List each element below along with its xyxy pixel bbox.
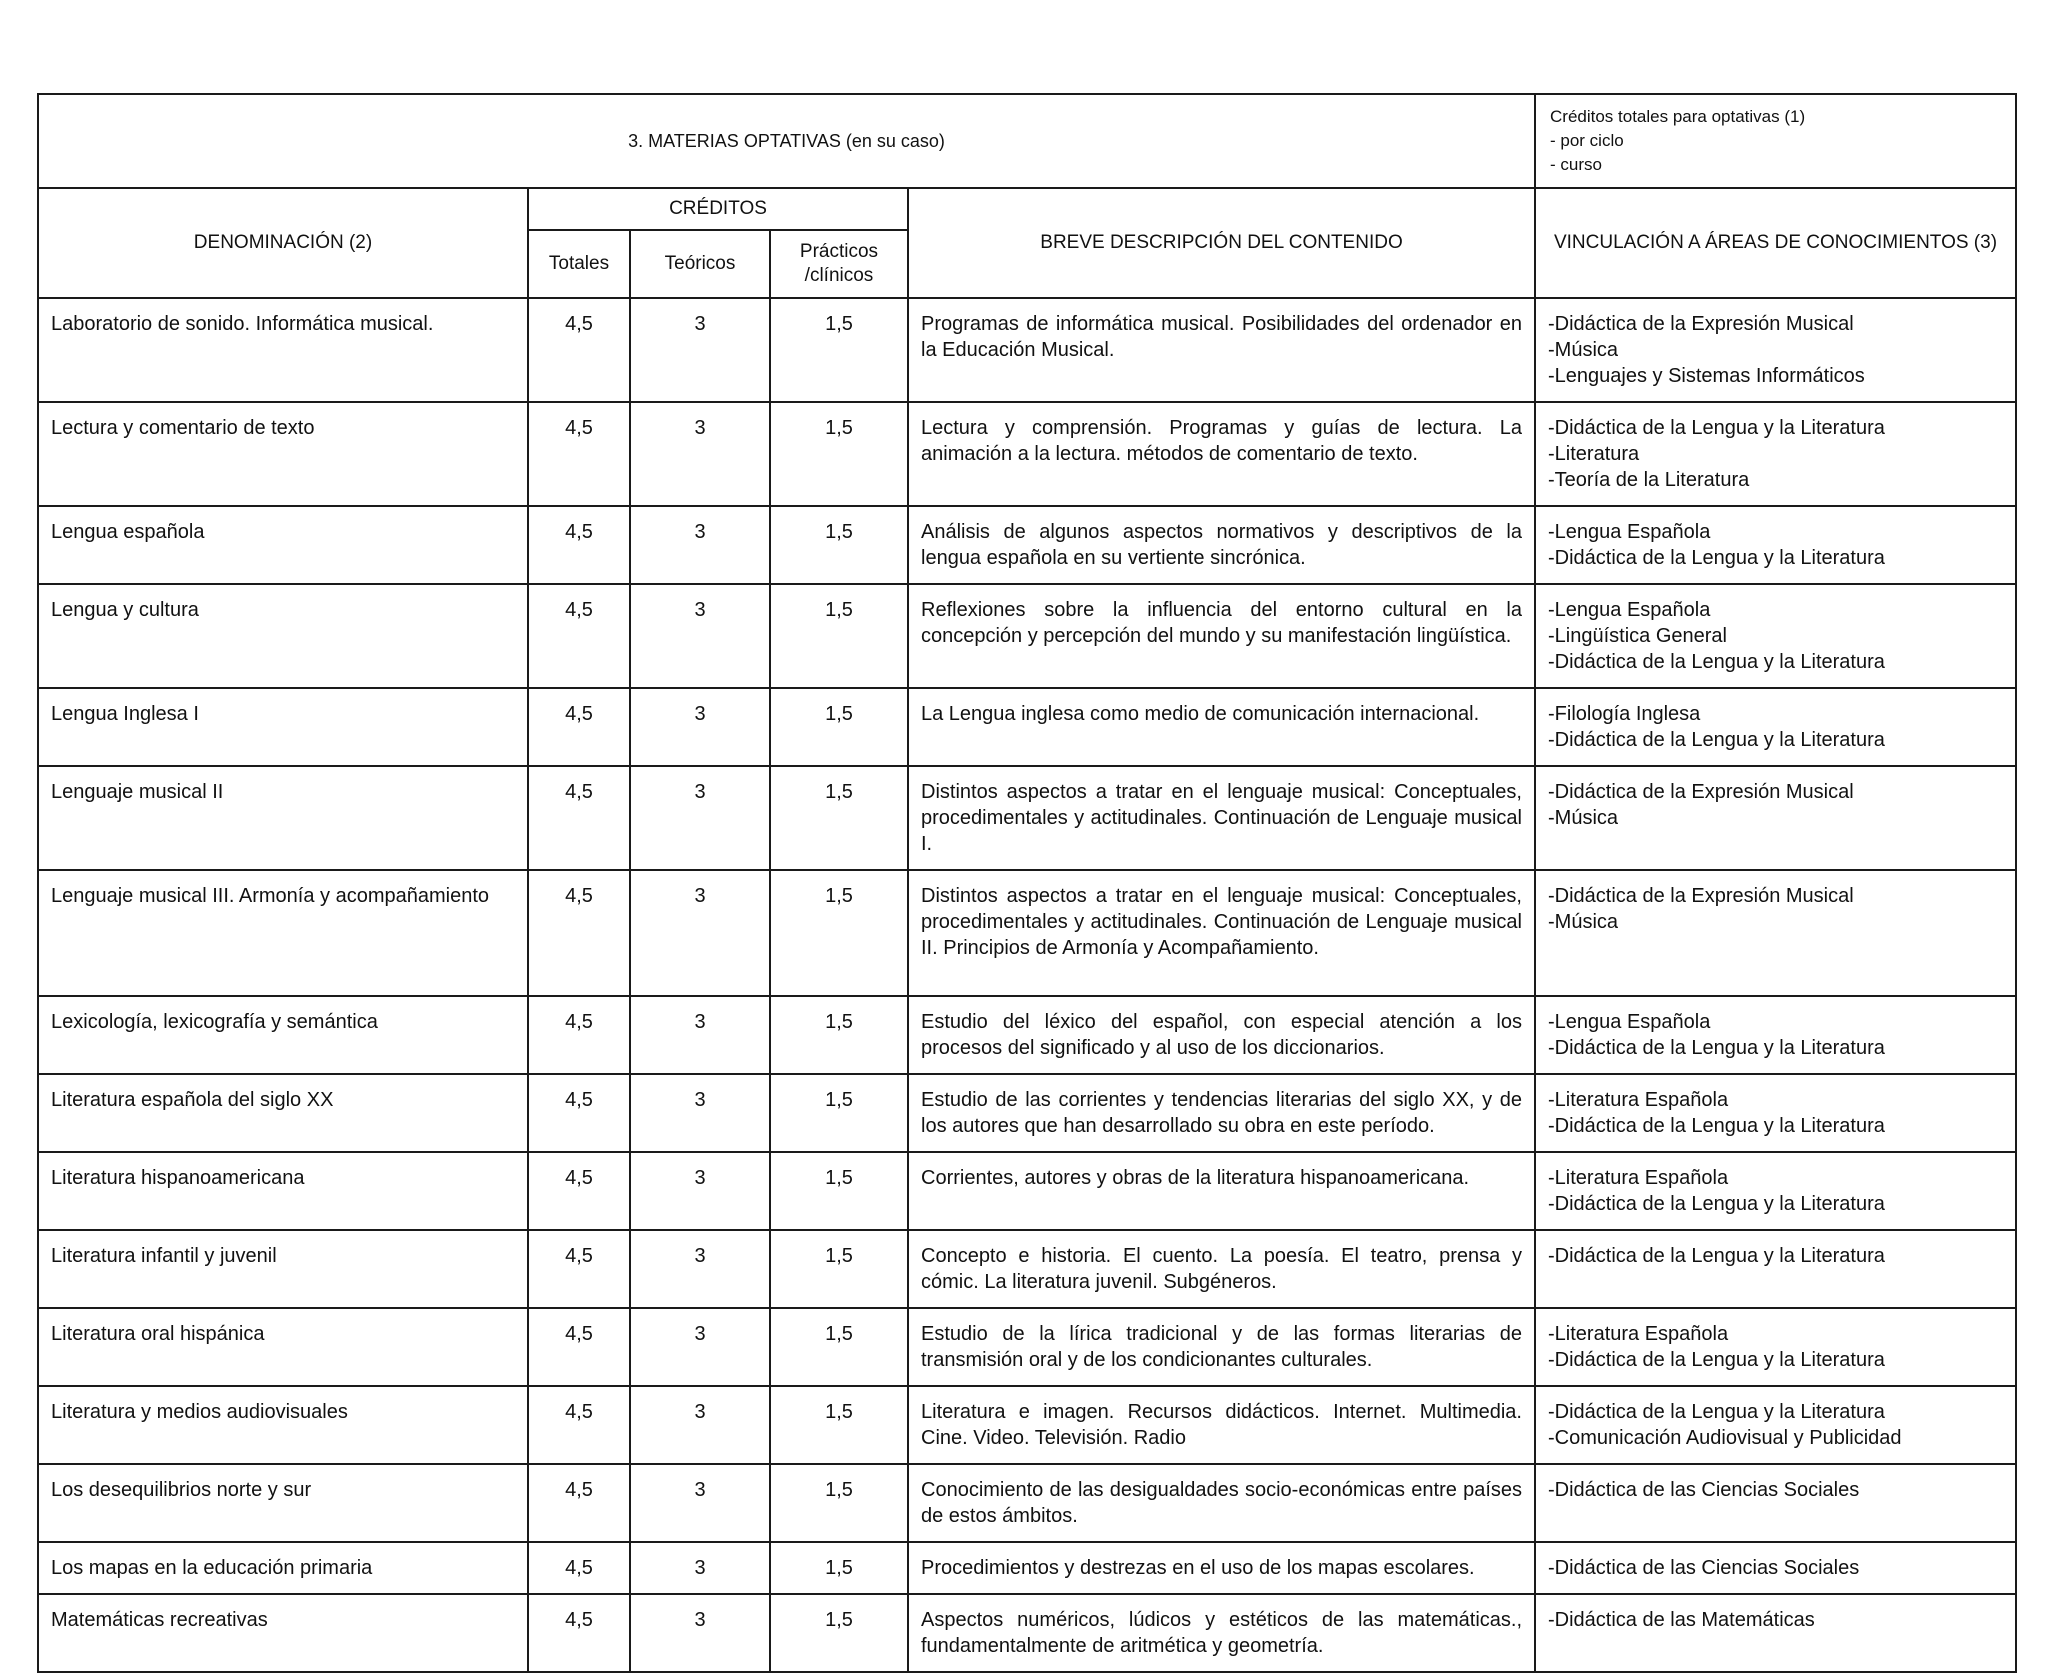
- area-item: -Filología Inglesa: [1548, 703, 1701, 725]
- area-item: -Didáctica de la Lengua y la Literatura: [1548, 651, 1885, 673]
- table-row: [38, 1230, 2016, 1308]
- cell-practicos: 1,5: [770, 766, 908, 870]
- cell-vinculacion: [1535, 688, 2016, 766]
- cell-teoricos: 3: [630, 996, 770, 1074]
- cell-vinculacion: [1535, 1230, 2016, 1308]
- cell-totales: 4,5: [528, 402, 630, 506]
- area-item: -Didáctica de la Expresión Musical: [1548, 313, 1854, 335]
- cell-vinculacion: [1535, 1386, 2016, 1464]
- area-item: -Teoría de la Literatura: [1548, 469, 1750, 491]
- area-item: -Didáctica de la Lengua y la Literatura: [1548, 1115, 1885, 1137]
- cell-descripcion: Programas de informática musical. Posibilidades del ordenador en la Educación Musical.: [908, 298, 1535, 402]
- table-row: [38, 996, 2016, 1074]
- cell-practicos: 1,5: [770, 1074, 908, 1152]
- cell-vinculacion: [1535, 402, 2016, 506]
- cell-teoricos: 3: [630, 766, 770, 870]
- cell-denominacion: Lengua española: [38, 506, 528, 584]
- cell-teoricos: 3: [630, 1386, 770, 1464]
- table-row: [38, 870, 2016, 996]
- cell-descripcion: Procedimientos y destrezas en el uso de los mapas escolares.: [908, 1542, 1535, 1594]
- area-item: -Lenguajes y Sistemas Informáticos: [1548, 365, 1865, 387]
- cell-denominacion: Literatura española del siglo XX: [38, 1074, 528, 1152]
- area-item: -Didáctica de la Lengua y la Literatura: [1548, 1193, 1885, 1215]
- cell-vinculacion: [1535, 298, 2016, 402]
- cell-denominacion: Laboratorio de sonido. Informática musical.: [38, 298, 528, 402]
- cell-totales: 4,5: [528, 584, 630, 688]
- area-item: -Lengua Española: [1548, 599, 1711, 621]
- cell-denominacion: Los mapas en la educación primaria: [38, 1542, 528, 1594]
- header-vinculacion: VINCULACIÓN A ÁREAS DE CONOCIMIENTOS (3): [1535, 188, 2016, 298]
- cell-totales: 4,5: [528, 506, 630, 584]
- table-row: [38, 688, 2016, 766]
- area-item: -Literatura: [1548, 443, 1640, 465]
- area-item: -Didáctica de la Expresión Musical: [1548, 781, 1854, 803]
- cell-denominacion: Lenguaje musical II: [38, 766, 528, 870]
- table-row: [38, 584, 2016, 688]
- cell-vinculacion: [1535, 506, 2016, 584]
- area-item: -Música: [1548, 339, 1619, 361]
- area-item: -Didáctica de las Matemáticas: [1548, 1609, 1815, 1631]
- cell-denominacion: Literatura hispanoamericana: [38, 1152, 528, 1230]
- area-item: -Lengua Española: [1548, 1011, 1711, 1033]
- cell-totales: 4,5: [528, 870, 630, 996]
- area-item: -Didáctica de la Lengua y la Literatura: [1548, 1401, 1885, 1423]
- cell-descripcion: Estudio de la lírica tradicional y de las formas literarias de transmisión oral y de los condicionantes culturales.: [908, 1308, 1535, 1386]
- area-item: -Didáctica de la Lengua y la Literatura: [1548, 729, 1885, 751]
- table-row: [38, 766, 2016, 870]
- cell-descripcion: Aspectos numéricos, lúdicos y estéticos de las matemáticas., fundamentalmente de aritmética y geometría.: [908, 1594, 1535, 1672]
- area-item: -Literatura Española: [1548, 1323, 1729, 1345]
- cell-totales: 4,5: [528, 688, 630, 766]
- summary-line: - por ciclo: [1550, 131, 1624, 150]
- cell-vinculacion: [1535, 1152, 2016, 1230]
- cell-vinculacion: [1535, 584, 2016, 688]
- table-row: [38, 506, 2016, 584]
- summary-line: Créditos totales para optativas (1): [1550, 107, 1806, 126]
- header-descripcion: BREVE DESCRIPCIÓN DEL CONTENIDO: [908, 188, 1535, 298]
- cell-vinculacion: [1535, 1542, 2016, 1594]
- cell-denominacion: Lengua Inglesa I: [38, 688, 528, 766]
- cell-practicos: 1,5: [770, 402, 908, 506]
- cell-denominacion: Lengua y cultura: [38, 584, 528, 688]
- table-row: [38, 1308, 2016, 1386]
- area-item: -Didáctica de las Ciencias Sociales: [1548, 1557, 1860, 1579]
- cell-denominacion: Literatura y medios audiovisuales: [38, 1386, 528, 1464]
- cell-denominacion: Literatura oral hispánica: [38, 1308, 528, 1386]
- cell-vinculacion: [1535, 870, 2016, 996]
- cell-teoricos: 3: [630, 298, 770, 402]
- cell-practicos: 1,5: [770, 584, 908, 688]
- table-row: [38, 1594, 2016, 1672]
- cell-practicos: 1,5: [770, 996, 908, 1074]
- table-row: [38, 1464, 2016, 1542]
- area-item: -Didáctica de la Lengua y la Literatura: [1548, 417, 1885, 439]
- cell-totales: 4,5: [528, 1594, 630, 1672]
- header-totales: Totales: [528, 230, 630, 298]
- cell-practicos: 1,5: [770, 1308, 908, 1386]
- cell-totales: 4,5: [528, 1542, 630, 1594]
- cell-practicos: 1,5: [770, 298, 908, 402]
- header-teoricos: Teóricos: [630, 230, 770, 298]
- cell-descripcion: Distintos aspectos a tratar en el lenguaje musical: Conceptuales, procedimentales y actitudinales. Continuación de Lenguaje musical II. Principios de Armonía y Acompañamiento.: [908, 870, 1535, 996]
- cell-teoricos: 3: [630, 506, 770, 584]
- area-item: -Lingüística General: [1548, 625, 1727, 647]
- cell-vinculacion: [1535, 996, 2016, 1074]
- credits-summary: [1535, 94, 2016, 188]
- table-body: [38, 298, 2016, 1672]
- cell-practicos: 1,5: [770, 1386, 908, 1464]
- table-row: [38, 298, 2016, 402]
- area-item: -Música: [1548, 807, 1619, 829]
- cell-vinculacion: [1535, 1464, 2016, 1542]
- cell-totales: 4,5: [528, 766, 630, 870]
- header-creditos: CRÉDITOS: [528, 188, 908, 230]
- area-item: -Literatura Española: [1548, 1089, 1729, 1111]
- cell-totales: 4,5: [528, 298, 630, 402]
- cell-descripcion: Análisis de algunos aspectos normativos y descriptivos de la lengua española en su vertiente sincrónica.: [908, 506, 1535, 584]
- cell-teoricos: 3: [630, 1074, 770, 1152]
- table-row: [38, 1542, 2016, 1594]
- cell-totales: 4,5: [528, 1152, 630, 1230]
- optativas-table: [37, 93, 2017, 1673]
- cell-descripcion: Estudio de las corrientes y tendencias literarias del siglo XX, y de los autores que han desarrollado su obra en este período.: [908, 1074, 1535, 1152]
- cell-descripcion: Reflexiones sobre la influencia del entorno cultural en la concepción y percepción del mundo y su manifestación lingüística.: [908, 584, 1535, 688]
- cell-denominacion: Literatura infantil y juvenil: [38, 1230, 528, 1308]
- area-item: -Didáctica de la Lengua y la Literatura: [1548, 547, 1885, 569]
- cell-vinculacion: [1535, 1594, 2016, 1672]
- cell-descripcion: Conocimiento de las desigualdades socio-económicas entre países de estos ámbitos.: [908, 1464, 1535, 1542]
- cell-totales: 4,5: [528, 1230, 630, 1308]
- area-item: -Didáctica de la Expresión Musical: [1548, 885, 1854, 907]
- area-item: -Didáctica de la Lengua y la Literatura: [1548, 1349, 1885, 1371]
- cell-teoricos: 3: [630, 1230, 770, 1308]
- cell-descripcion: Literatura e imagen. Recursos didácticos. Internet. Multimedia. Cine. Video. Televisión. Radio: [908, 1386, 1535, 1464]
- cell-vinculacion: [1535, 766, 2016, 870]
- cell-teoricos: 3: [630, 1594, 770, 1672]
- cell-descripcion: Estudio del léxico del español, con especial atención a los procesos del significado y al uso de los diccionarios.: [908, 996, 1535, 1074]
- cell-practicos: 1,5: [770, 1464, 908, 1542]
- cell-totales: 4,5: [528, 1386, 630, 1464]
- cell-denominacion: Lectura y comentario de texto: [38, 402, 528, 506]
- cell-teoricos: 3: [630, 1152, 770, 1230]
- cell-descripcion: La Lengua inglesa como medio de comunicación internacional.: [908, 688, 1535, 766]
- cell-totales: 4,5: [528, 1308, 630, 1386]
- area-item: -Didáctica de la Lengua y la Literatura: [1548, 1037, 1885, 1059]
- area-item: -Didáctica de las Ciencias Sociales: [1548, 1479, 1860, 1501]
- cell-teoricos: 3: [630, 1308, 770, 1386]
- cell-teoricos: 3: [630, 402, 770, 506]
- cell-vinculacion: [1535, 1074, 2016, 1152]
- cell-denominacion: Los desequilibrios norte y sur: [38, 1464, 528, 1542]
- area-item: -Comunicación Audiovisual y Publicidad: [1548, 1427, 1902, 1449]
- cell-teoricos: 3: [630, 584, 770, 688]
- cell-teoricos: 3: [630, 1542, 770, 1594]
- cell-practicos: 1,5: [770, 1594, 908, 1672]
- cell-descripcion: Corrientes, autores y obras de la literatura hispanoamericana.: [908, 1152, 1535, 1230]
- cell-totales: 4,5: [528, 1464, 630, 1542]
- table-row: [38, 1152, 2016, 1230]
- cell-totales: 4,5: [528, 1074, 630, 1152]
- cell-vinculacion: [1535, 1308, 2016, 1386]
- area-item: -Lengua Española: [1548, 521, 1711, 543]
- cell-descripcion: Concepto e historia. El cuento. La poesía. El teatro, prensa y cómic. La literatura juvenil. Subgéneros.: [908, 1230, 1535, 1308]
- table-row: [38, 402, 2016, 506]
- summary-line: - curso: [1550, 155, 1602, 174]
- header-practicos: Prácticos /clínicos: [770, 230, 908, 298]
- cell-teoricos: 3: [630, 870, 770, 996]
- cell-practicos: 1,5: [770, 688, 908, 766]
- cell-practicos: 1,5: [770, 1542, 908, 1594]
- table-row: [38, 1074, 2016, 1152]
- cell-descripcion: Distintos aspectos a tratar en el lenguaje musical: Conceptuales, procedimentales y actitudinales. Continuación de Lenguaje musical I.: [908, 766, 1535, 870]
- cell-totales: 4,5: [528, 996, 630, 1074]
- section-title: 3. MATERIAS OPTATIVAS (en su caso): [38, 94, 1535, 188]
- area-item: -Música: [1548, 911, 1619, 933]
- cell-teoricos: 3: [630, 688, 770, 766]
- area-item: -Literatura Española: [1548, 1167, 1729, 1189]
- cell-denominacion: Matemáticas recreativas: [38, 1594, 528, 1672]
- cell-denominacion: Lexicología, lexicografía y semántica: [38, 996, 528, 1074]
- cell-denominacion: Lenguaje musical III. Armonía y acompañamiento: [38, 870, 528, 996]
- cell-descripcion: Lectura y comprensión. Programas y guías de lectura. La animación a la lectura. métodos de comentario de texto.: [908, 402, 1535, 506]
- area-item: -Didáctica de la Lengua y la Literatura: [1548, 1245, 1885, 1267]
- table-row: [38, 1386, 2016, 1464]
- cell-practicos: 1,5: [770, 1152, 908, 1230]
- cell-practicos: 1,5: [770, 870, 908, 996]
- cell-teoricos: 3: [630, 1464, 770, 1542]
- cell-practicos: 1,5: [770, 1230, 908, 1308]
- cell-practicos: 1,5: [770, 506, 908, 584]
- header-denominacion: DENOMINACIÓN (2): [38, 188, 528, 298]
